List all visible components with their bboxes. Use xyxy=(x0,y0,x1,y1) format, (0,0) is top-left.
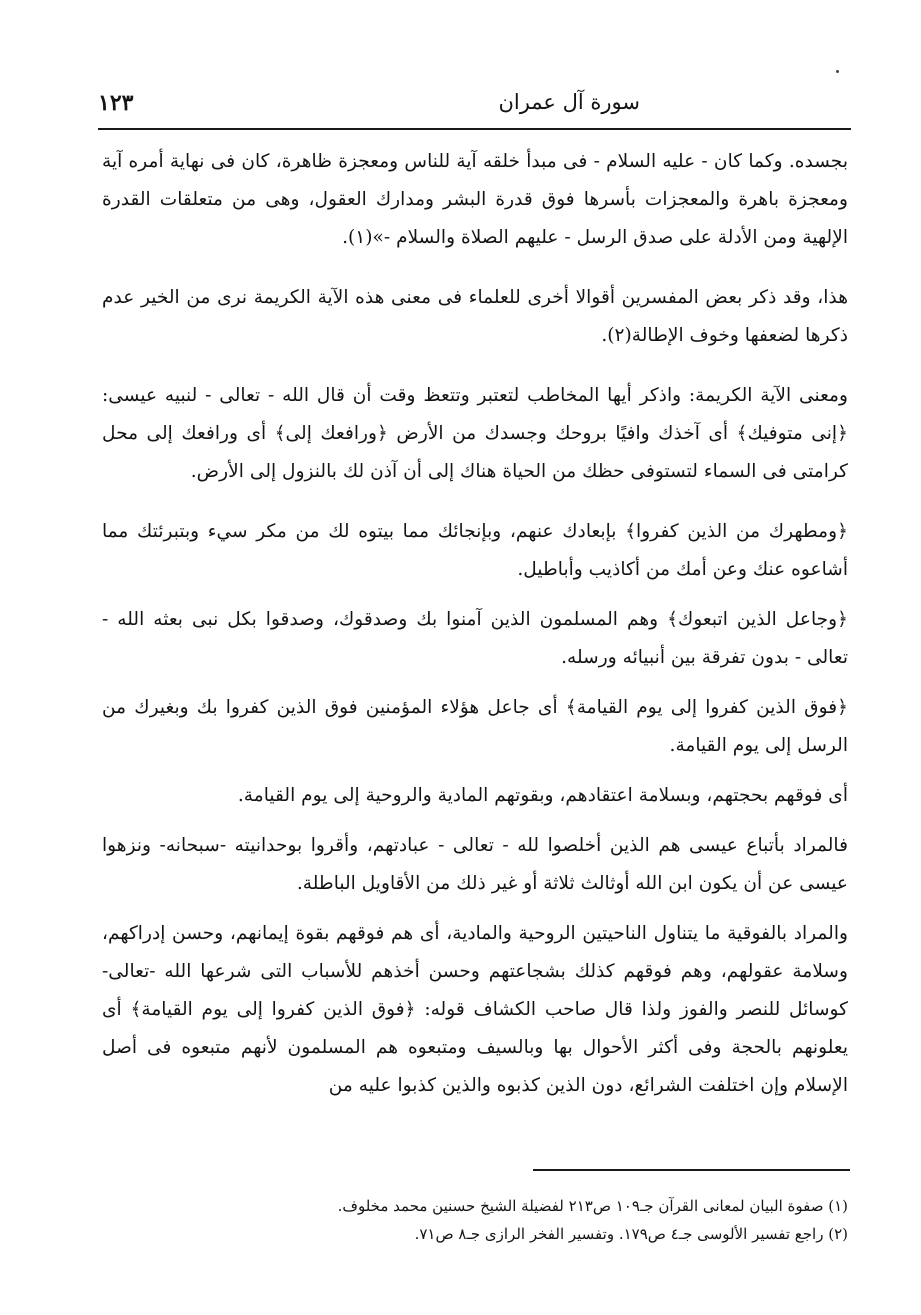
paragraph: أى فوقهم بحجتهم، وبسلامة اعتقادهم، وبقوتهم المادية والروحية إلى يوم القيامة. xyxy=(237,785,848,806)
paragraph: ﴿فوق الذين كفروا إلى يوم القيامة﴾ أى جاعل هؤلاء المؤمنين فوق الذين كفروا بك وبغيرك من الرسل إلى يوم القيامة. xyxy=(102,697,848,756)
paragraph: هذا، وقد ذكر بعض المفسرين أقوالا أخرى للعلماء فى معنى هذه الآية الكريمة نرى من الخير عدم ذكرها لضعفها وخوف الإطالة(٢). xyxy=(102,287,848,346)
header-rule xyxy=(98,128,851,130)
footnote: (١) صفوة البيان لمعانى القرآن جـ١٠٩ ص٢١٣ لفضيلة الشيخ حسنين محمد مخلوف. xyxy=(337,1197,848,1215)
footnote-rule xyxy=(533,1169,850,1171)
paragraph: ومعنى الآية الكريمة: واذكر أيها المخاطب لتعتبر وتتعظ وقت أن قال الله - تعالى - لنبيه عيسى: ﴿إنى متوفيك﴾ أى آخذك وافيًا بروحك وجسدك من الأرض ﴿ورافعك إلى﴾ أى ورافعك إلى محل كرامتى فى السماء لتستوفى حظك من الحياة هناك إلى أن آذن لك بالنزول إلى الأرض. xyxy=(102,385,848,482)
paragraph: بجسده. وكما كان - عليه السلام - فى مبدأ خلقه آية للناس ومعجزة ظاهرة، كان فى نهاية أمره آية ومعجزة باهرة والمعجزات بأسرها فوق قدرة البشر ومدارك العقول، وهى من متعلقات القدرة الإلهية ومن الأدلة على صدق الرسل - عليهم الصلاة والسلام -»(١). xyxy=(102,151,848,248)
page-number: ١٢٣ xyxy=(98,90,134,116)
paragraph: والمراد بالفوقية ما يتناول الناحيتين الروحية والمادية، أى هم فوقهم بقوة إيمانهم، وحسن إدراكهم، وسلامة عقولهم، وهم فوقهم كذلك بشجاعتهم وحسن أخذهم للأسباب التى شرعها الله -تعالى- كوسائل للنصر والفوز ولذا قال صاحب الكشاف قوله: ﴿فوق الذين كفروا إلى يوم القيامة﴾ أى يعلونهم بالحجة وفى أكثر الأحوال بها وبالسيف ومتبعوه هم المسلمون لأنهم متبعوه فى أصل الإسلام وإن اختلفت الشرائع، دون الذين كذبوه والذين كذبوا عليه من xyxy=(102,923,848,1096)
paragraph: ﴿وجاعل الذين اتبعوك﴾ وهم المسلمون الذين آمنوا بك وصدقوك، وصدقوا بكل نبى بعثه الله - تعالى - بدون تفرقة بين أنبيائه ورسله. xyxy=(102,609,848,668)
scan-speck xyxy=(836,70,839,73)
paragraph: ﴿ومطهرك من الذين كفروا﴾ بإبعادك عنهم، وبإنجائك مما بيتوه لك من مكر سيء وبتبرئتك مما أشاعوه عنك وعن أمك من أكاذيب وأباطيل. xyxy=(102,521,848,580)
footnotes xyxy=(160,1192,848,1248)
running-header xyxy=(98,86,850,126)
footnote: (٢) راجع تفسير الألوسى جـ٤ ص١٧٩. وتفسير الفخر الرازى جـ٨ ص٧١. xyxy=(414,1225,848,1243)
surah-title: سورة آل عمران xyxy=(498,90,640,114)
paragraph: فالمراد بأتباع عيسى هم الذين أخلصوا لله - تعالى - عبادتهم، وأقروا بوحدانيته -سبحانه- ونزهوا عيسى عن أن يكون ابن الله أوثالث ثلاثة أو غير ذلك من الأقاويل الباطلة. xyxy=(102,835,848,894)
body-text xyxy=(102,143,848,1103)
